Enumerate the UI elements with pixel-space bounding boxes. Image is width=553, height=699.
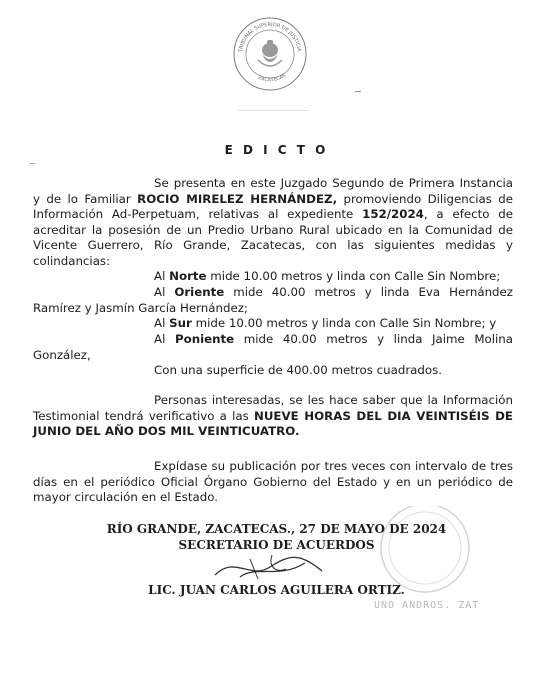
document-title: E D I C T O (224, 143, 329, 157)
surface-area: Con una superficie de 400.00 metros cuadrados. (154, 363, 442, 377)
boundary-west (33, 332, 513, 363)
case-number: 152/2024 (362, 207, 424, 221)
intro-text-a: Se presenta en este Juzgado Segundo de Primera Instancia y de lo Familiar (33, 176, 513, 206)
faint-stamp-text: UNO ANDROS. ZAT (374, 600, 480, 611)
west-text: mide 40.00 metros y linda Jaime Molina González, (33, 332, 513, 362)
scan-mark (30, 163, 35, 164)
intro-text-c: , a efecto de acreditar la posesión de un Predio Urbano Rural ubicado en la Comunidad de Vicente Guerrero, Río Grande, Zacatecas, con las siguientes medidas y colindancias: (33, 207, 513, 268)
paragraph-intro (33, 176, 513, 269)
intro-text-b: promoviendo Diligencias de Información Ad-Perpetuam, relativas al expediente (33, 191, 513, 221)
scan-mark (355, 91, 361, 92)
seal-ring-text: TRIBUNAL SUPERIOR DE JUSTICIA (238, 21, 302, 53)
west-prefix: Al (154, 332, 175, 346)
east-prefix: Al (154, 285, 175, 299)
seal-emblem-icon (232, 16, 308, 92)
west-label: Poniente (174, 332, 235, 346)
boundary-north (33, 269, 513, 285)
east-label: Oriente (174, 285, 225, 299)
south-text: mide 10.00 metros y linda con Calle Sin Nombre; y (191, 316, 497, 330)
east-text: mide 40.00 metros y linda Eva Hernández Ramírez y Jasmín García Hernández; (33, 285, 513, 315)
boundary-east (33, 285, 513, 316)
north-prefix: Al (154, 269, 170, 283)
hearing-text: Personas interesadas, se les hace saber que la Información Testimonial tendrá verificativo a las (33, 393, 513, 423)
hearing-datetime: NUEVE HORAS DEL DIA VEINTISÉIS DE JUNIO DEL AÑO DOS MIL VEINTICUATRO. (33, 408, 513, 438)
place-date: RÍO GRANDE, ZACATECAS., 27 DE MAYO DE 2024 (106, 522, 447, 536)
petitioner-name: ROCIO MIRELEZ HERNÁNDEZ, (137, 191, 338, 206)
paragraph-publication: Expídase su publicación por tres veces con intervalo de tres días en el periódico Oficial Órgano Gobierno del Estado y en un periódico de mayor circulación en el Estado. (33, 459, 513, 504)
south-label: Sur (169, 316, 192, 330)
signer-name: LIC. JUAN CARLOS AGUILERA ORTIZ. (148, 583, 405, 597)
seal-bottom-text: ZACATECAS (256, 72, 288, 84)
scan-mark (238, 110, 308, 111)
south-prefix: Al (154, 316, 170, 330)
north-label: Norte (169, 269, 207, 283)
svg-text:ZACATECAS (257, 72, 287, 83)
handwritten-signature (210, 545, 330, 585)
boundary-south (33, 316, 513, 332)
court-seal (232, 16, 308, 92)
north-text: mide 10.00 metros y linda con Calle Sin Nombre; (206, 269, 501, 283)
paragraph-hearing (33, 393, 513, 440)
signer-role: SECRETARIO DE ACUERDOS (178, 538, 375, 552)
